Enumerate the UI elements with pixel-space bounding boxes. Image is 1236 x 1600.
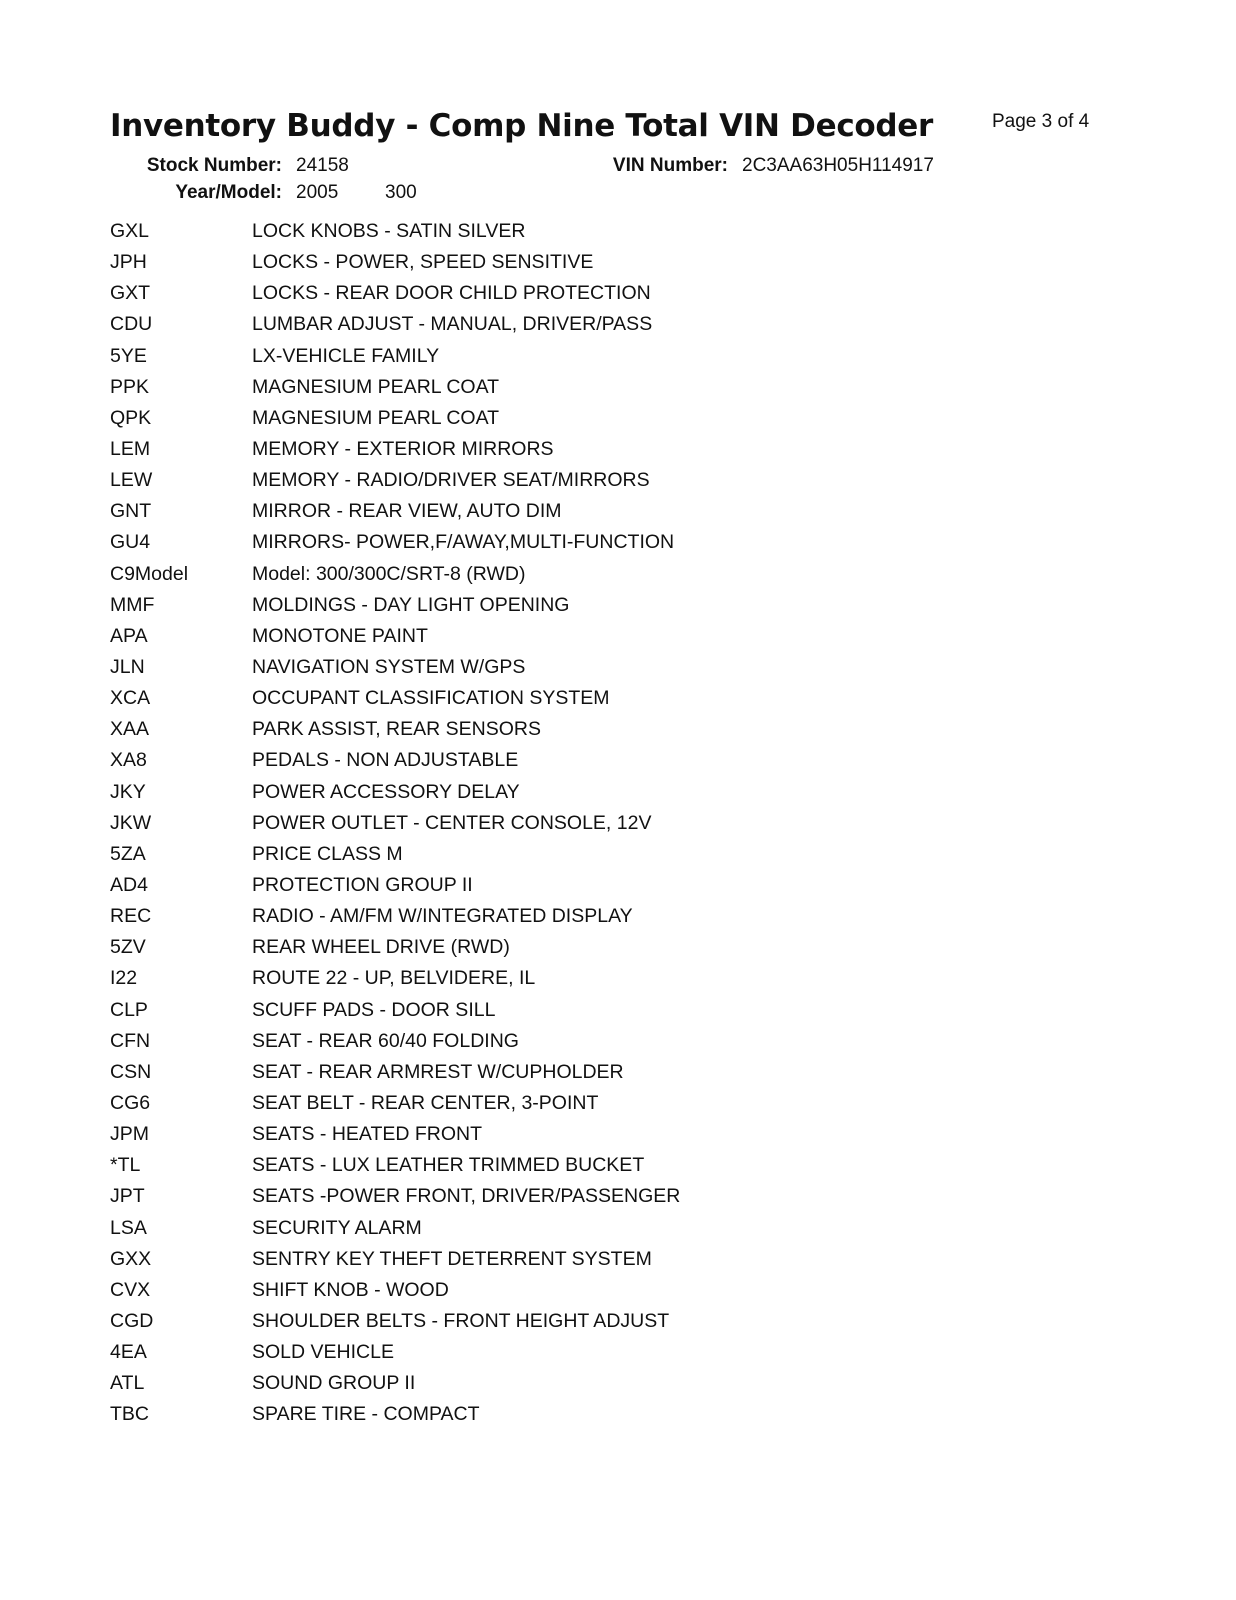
option-code: ATL [110,1372,145,1395]
option-description: MAGNESIUM PEARL COAT [252,375,500,398]
option-code-list [110,216,1010,1430]
option-description: Model: 300/300C/SRT-8 (RWD) [252,562,526,585]
option-row [110,745,1010,776]
option-code: GU4 [110,531,151,554]
option-code: GXL [110,220,150,243]
option-code: GNT [110,500,152,523]
option-code: *TL [110,1154,141,1177]
option-description: LUMBAR ADJUST - MANUAL, DRIVER/PASS [252,313,653,336]
page-title: Inventory Buddy - Comp Nine Total VIN Decoder [110,108,934,144]
option-row [110,1150,1010,1181]
option-row [110,216,1010,247]
option-code: APA [110,624,148,647]
option-description: MAGNESIUM PEARL COAT [252,406,500,429]
option-row [110,278,1010,309]
stock-number-label: Stock Number: [146,155,282,176]
year-value: 2005 [296,182,339,203]
option-code: CDU [110,313,153,336]
option-row [110,1399,1010,1430]
option-description: LOCKS - REAR DOOR CHILD PROTECTION [252,282,651,305]
option-description: MEMORY - EXTERIOR MIRRORS [252,438,554,461]
option-code: 5ZV [110,936,146,959]
option-row [110,621,1010,652]
option-description: ROUTE 22 - UP, BELVIDERE, IL [252,967,536,990]
option-row [110,683,1010,714]
option-description: SHOULDER BELTS - FRONT HEIGHT ADJUST [252,1309,670,1332]
option-row [110,808,1010,839]
option-code: 5YE [110,344,147,367]
year-model-label: Year/Model: [175,182,282,203]
option-code: REC [110,905,152,928]
option-row [110,1275,1010,1306]
option-row [110,1026,1010,1057]
option-code: XA8 [110,749,147,772]
option-row [110,1368,1010,1399]
option-description: POWER ACCESSORY DELAY [252,780,520,803]
stock-number-value: 24158 [296,155,349,176]
option-row [110,1337,1010,1368]
option-description: SEAT - REAR ARMREST W/CUPHOLDER [252,1060,624,1083]
option-description: SEATS - LUX LEATHER TRIMMED BUCKET [252,1154,645,1177]
option-row [110,1057,1010,1088]
option-description: LOCKS - POWER, SPEED SENSITIVE [252,251,594,274]
option-row [110,465,1010,496]
option-code: CG6 [110,1092,151,1114]
option-description: SOLD VEHICLE [252,1341,394,1364]
option-description: MONOTONE PAINT [252,624,428,647]
option-description: PROTECTION GROUP II [252,874,473,897]
option-code: JPH [110,251,147,274]
option-description: PARK ASSIST, REAR SENSORS [252,718,541,741]
option-description: SEAT - REAR 60/40 FOLDING [252,1029,519,1052]
option-description: SEATS -POWER FRONT, DRIVER/PASSENGER [252,1185,681,1208]
option-description: LOCK KNOBS - SATIN SILVER [252,220,526,243]
option-description: PEDALS - NON ADJUSTABLE [252,749,519,772]
option-code: JLN [110,656,145,679]
option-code: CGD [110,1309,154,1332]
option-description: MEMORY - RADIO/DRIVER SEAT/MIRRORS [252,469,650,492]
option-description: MOLDINGS - DAY LIGHT OPENING [252,593,570,616]
option-row [110,652,1010,683]
option-description: MIRROR - REAR VIEW, AUTO DIM [252,500,562,523]
model-value: 300 [385,182,417,203]
option-code: I22 [110,967,138,990]
option-description: SHIFT KNOB - WOOD [252,1278,449,1301]
option-code: CVX [110,1278,151,1301]
option-code: CFN [110,1029,151,1052]
option-description: SEAT BELT - REAR CENTER, 3-POINT [252,1092,599,1114]
option-code: CLP [110,998,148,1021]
option-code: MMF [110,593,155,616]
option-row [110,372,1010,403]
option-code: LEM [110,438,151,461]
option-code: PPK [110,375,150,398]
option-row [110,1088,1010,1119]
option-row [110,1181,1010,1212]
option-row [110,1213,1010,1244]
option-row [110,1244,1010,1275]
option-row [110,1306,1010,1337]
option-description: OCCUPANT CLASSIFICATION SYSTEM [252,687,610,710]
option-row [110,870,1010,901]
option-row [110,777,1010,808]
option-row [110,963,1010,994]
option-row [110,590,1010,621]
option-code: 4EA [110,1341,147,1364]
option-row [110,714,1010,745]
option-row [110,995,1010,1026]
option-description: REAR WHEEL DRIVE (RWD) [252,936,510,959]
option-code: LSA [110,1216,147,1239]
option-row [110,932,1010,963]
option-description: LX-VEHICLE FAMILY [252,344,440,367]
option-code: JKW [110,811,152,834]
option-description: SPARE TIRE - COMPACT [252,1403,480,1426]
option-description: MIRRORS- POWER,F/AWAY,MULTI-FUNCTION [252,531,675,554]
option-row [110,434,1010,465]
option-description: SCUFF PADS - DOOR SILL [252,998,496,1021]
option-code: TBC [110,1403,149,1426]
option-row [110,496,1010,527]
option-code: XCA [110,687,151,710]
option-code: JKY [110,780,146,803]
option-code: QPK [110,406,152,429]
option-description: SECURITY ALARM [252,1216,422,1239]
option-code: JPM [110,1123,149,1146]
option-code: XAA [110,718,150,741]
option-row [110,341,1010,372]
option-description: RADIO - AM/FM W/INTEGRATED DISPLAY [252,905,633,928]
option-description: POWER OUTLET - CENTER CONSOLE, 12V [252,811,652,834]
option-row [110,309,1010,340]
option-code: C9Model [110,562,189,585]
option-code: GXT [110,282,151,305]
option-code: 5ZA [110,842,146,865]
option-description: SOUND GROUP II [252,1372,416,1395]
option-row [110,403,1010,434]
page-number: Page 3 of 4 [992,111,1090,132]
option-description: SEATS - HEATED FRONT [252,1123,483,1146]
option-code: GXX [110,1247,152,1270]
option-row [110,247,1010,278]
option-row [110,901,1010,932]
option-row [110,839,1010,870]
option-row [110,1119,1010,1150]
vin-number-label: VIN Number: [612,155,728,176]
option-description: PRICE CLASS M [252,842,403,865]
option-code: JPT [110,1185,145,1208]
option-code: LEW [110,469,153,492]
option-description: NAVIGATION SYSTEM W/GPS [252,656,526,679]
option-row [110,559,1010,590]
option-code: CSN [110,1060,152,1083]
option-code: AD4 [110,874,148,897]
option-row [110,527,1010,558]
vin-number-value: 2C3AA63H05H114917 [742,155,934,176]
option-description: SENTRY KEY THEFT DETERRENT SYSTEM [252,1247,652,1270]
